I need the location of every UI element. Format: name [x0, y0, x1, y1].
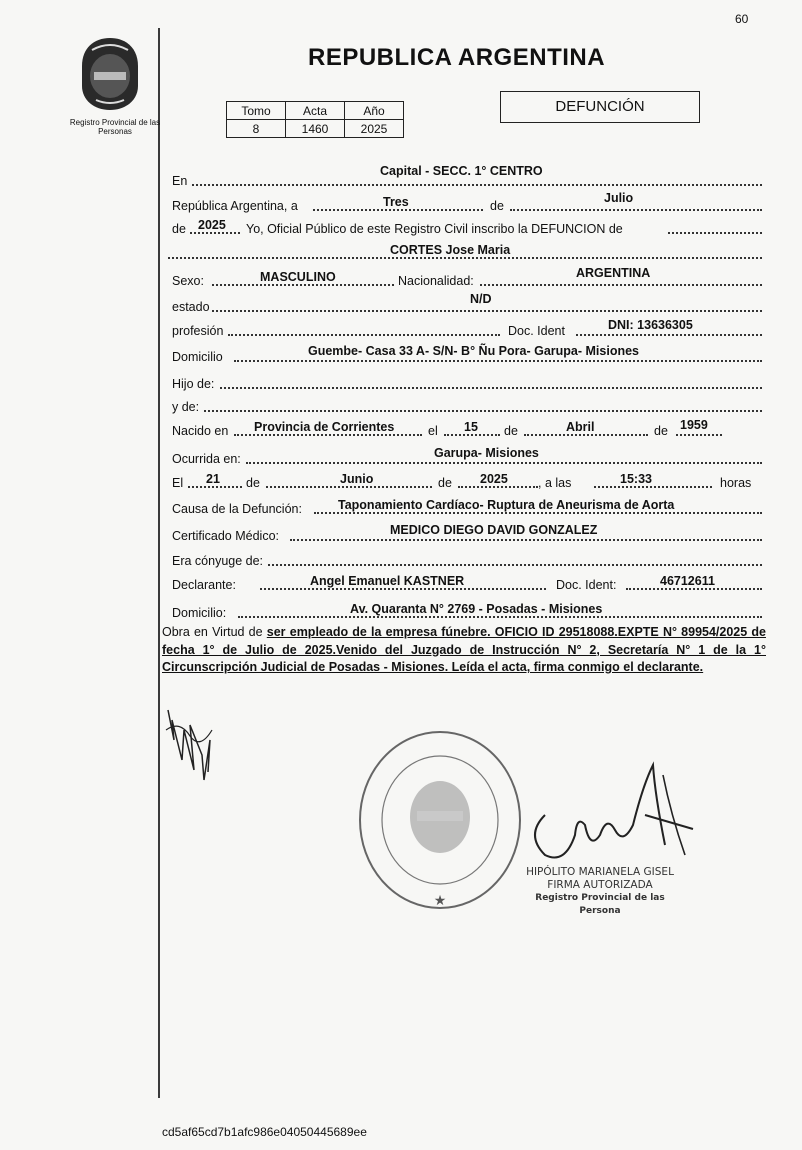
doc-ident2-label: Doc. Ident:	[556, 578, 617, 592]
document-type-box: DEFUNCIÓN	[500, 91, 700, 123]
dotted-line	[188, 486, 242, 488]
row-declarante	[168, 574, 762, 592]
en-label: En	[172, 174, 188, 188]
el-label: el	[428, 424, 438, 438]
row-ocurrida	[168, 448, 762, 466]
row-inscribo	[168, 218, 762, 236]
dotted-line	[260, 588, 546, 590]
birth-month: Abril	[566, 420, 595, 434]
doc-ident-label: Doc. Ident	[508, 324, 565, 338]
row-hijo	[168, 373, 762, 391]
causa-label: Causa de la Defunción:	[172, 502, 302, 516]
de-label-2: de	[172, 222, 186, 236]
ocurrida-value: Garupa- Misiones	[434, 446, 539, 460]
registry-logo-icon	[78, 36, 142, 112]
dotted-line	[510, 209, 762, 211]
de-label: de	[490, 199, 504, 213]
de-label-3: de	[504, 424, 518, 438]
dotted-line	[314, 512, 762, 514]
domicilio-label: Domicilio	[172, 350, 223, 364]
domicilio2-label: Domicilio:	[172, 606, 227, 620]
nacionalidad-value: ARGENTINA	[576, 266, 651, 280]
official-name: HIPÓLITO MARIANELA GISEL	[526, 866, 674, 878]
register-table	[226, 101, 404, 138]
certificado-label: Certificado Médico:	[172, 529, 279, 543]
obra-paragraph	[162, 624, 766, 677]
row-conyuge	[168, 550, 762, 568]
dotted-line	[212, 310, 762, 312]
profesion-label: profesión	[172, 324, 224, 338]
official-block	[515, 866, 685, 918]
margin-line	[158, 28, 160, 1098]
hijo-label: Hijo de:	[172, 377, 215, 391]
dotted-line	[192, 184, 762, 186]
dotted-line	[676, 434, 722, 436]
day-value: Tres	[383, 195, 409, 209]
acta-header: Acta	[286, 102, 345, 120]
domicilio2-value: Av. Quaranta N° 2769 - Posadas - Misiones	[350, 602, 603, 616]
official-signature	[515, 755, 695, 865]
dotted-line	[168, 257, 762, 259]
en-value: Capital - SECC. 1° CENTRO	[380, 164, 543, 178]
estado-label: estado	[172, 300, 210, 314]
birth-year: 1959	[680, 418, 708, 432]
row-domicilio2	[168, 602, 762, 620]
page-number: 60	[735, 12, 749, 26]
dotted-line	[234, 360, 762, 362]
row-profesion	[168, 320, 762, 338]
de-label-5: de	[246, 476, 260, 490]
row-yde	[168, 396, 762, 414]
official-organization: Registro Provincial de las Persona	[535, 893, 665, 916]
registry-seal	[355, 725, 525, 915]
row-certificado	[168, 525, 762, 543]
row-nacido	[168, 420, 762, 438]
dotted-line	[268, 564, 762, 566]
logo-caption: Registro Provincial de las Personas	[69, 118, 161, 136]
el2-label: El	[172, 476, 184, 490]
death-month: Junio	[340, 472, 374, 486]
month-value: Julio	[604, 191, 634, 205]
dotted-line	[444, 434, 500, 436]
alas-label: , a las	[538, 476, 572, 490]
tomo-value: 8	[227, 120, 286, 138]
de-label-4: de	[654, 424, 668, 438]
death-day: 21	[206, 472, 220, 486]
row-estado	[168, 292, 762, 314]
sexo-value: MASCULINO	[260, 270, 336, 284]
doc-ident-value: DNI: 13636305	[608, 318, 693, 332]
document-hash: cd5af65cd7b1afc986e04050445689ee	[162, 1125, 367, 1139]
dotted-line	[204, 410, 762, 412]
nacido-label: Nacido en	[172, 424, 229, 438]
row-en	[168, 164, 762, 188]
dotted-line	[576, 334, 762, 336]
obra-text: ser empleado de la empresa fúnebre. OFICIO ID 29518088.EXPTE N° 89954/2025 de fecha 1° de Julio de 2025.Venido del Juzgado de Instrucción N° 2, Secretaría N° 1 de la 1° Circunscripción Judicial de Posadas - Misiones. Leída el acta, firma conmigo el declarante.	[162, 625, 766, 674]
dotted-line	[524, 434, 648, 436]
ocurrida-label: Ocurrida en:	[172, 452, 241, 466]
row-republica	[168, 191, 762, 213]
row-domicilio	[168, 346, 762, 364]
death-year: 2025	[480, 472, 508, 486]
dotted-line	[246, 462, 762, 464]
doc-ident2-value: 46712611	[660, 574, 715, 588]
nacionalidad-label: Nacionalidad:	[398, 274, 474, 288]
inscribo-text: Yo, Oficial Público de este Registro Civil inscribo la DEFUNCION de	[246, 222, 623, 236]
sexo-label: Sexo:	[172, 274, 204, 288]
dotted-line	[238, 616, 762, 618]
declarante-value: Angel Emanuel KASTNER	[310, 574, 465, 588]
row-death-date	[168, 472, 762, 490]
dotted-line	[234, 434, 422, 436]
dotted-line	[266, 486, 432, 488]
death-time: 15:33	[620, 472, 652, 486]
de-label-6: de	[438, 476, 452, 490]
year-value: 2025	[198, 218, 226, 232]
birth-day: 15	[464, 420, 478, 434]
dotted-line	[220, 387, 762, 389]
dotted-line	[190, 232, 240, 234]
dotted-line	[626, 588, 762, 590]
declarante-label: Declarante:	[172, 578, 236, 592]
svg-text:★: ★	[433, 893, 447, 909]
row-deceased	[168, 243, 762, 261]
declarant-signature	[160, 700, 220, 790]
obra-prefix: Obra en Virtud de	[162, 625, 263, 639]
dotted-line	[480, 284, 762, 286]
certificado-value: MEDICO DIEGO DAVID GONZALEZ	[390, 523, 598, 537]
nacido-value: Provincia de Corrientes	[254, 420, 395, 434]
dotted-line	[668, 232, 762, 234]
dotted-line	[290, 539, 762, 541]
row-causa	[168, 498, 762, 516]
deceased-name: CORTES Jose Maria	[390, 243, 511, 257]
causa-value: Taponamiento Cardíaco- Ruptura de Aneurisma de Aorta	[338, 498, 675, 512]
anio-header: Año	[345, 102, 404, 120]
official-role: FIRMA AUTORIZADA	[547, 879, 653, 891]
dotted-line	[212, 284, 394, 286]
row-sexo	[168, 266, 762, 288]
dotted-line	[228, 334, 500, 336]
dotted-line	[458, 486, 538, 488]
acta-value: 1460	[286, 120, 345, 138]
republica-label: República Argentina, a	[172, 199, 298, 213]
dotted-line	[594, 486, 712, 488]
yde-label: y de:	[172, 400, 200, 414]
tomo-header: Tomo	[227, 102, 286, 120]
document-title: REPUBLICA ARGENTINA	[308, 44, 606, 71]
conyuge-label: Era cónyuge de:	[172, 554, 264, 568]
estado-value: N/D	[470, 292, 492, 306]
domicilio-value: Guembe- Casa 33 A- S/N- B° Ñu Pora- Garupa- Misiones	[308, 344, 639, 358]
anio-value: 2025	[345, 120, 404, 138]
dotted-line	[313, 209, 483, 211]
horas-label: horas	[720, 476, 752, 490]
